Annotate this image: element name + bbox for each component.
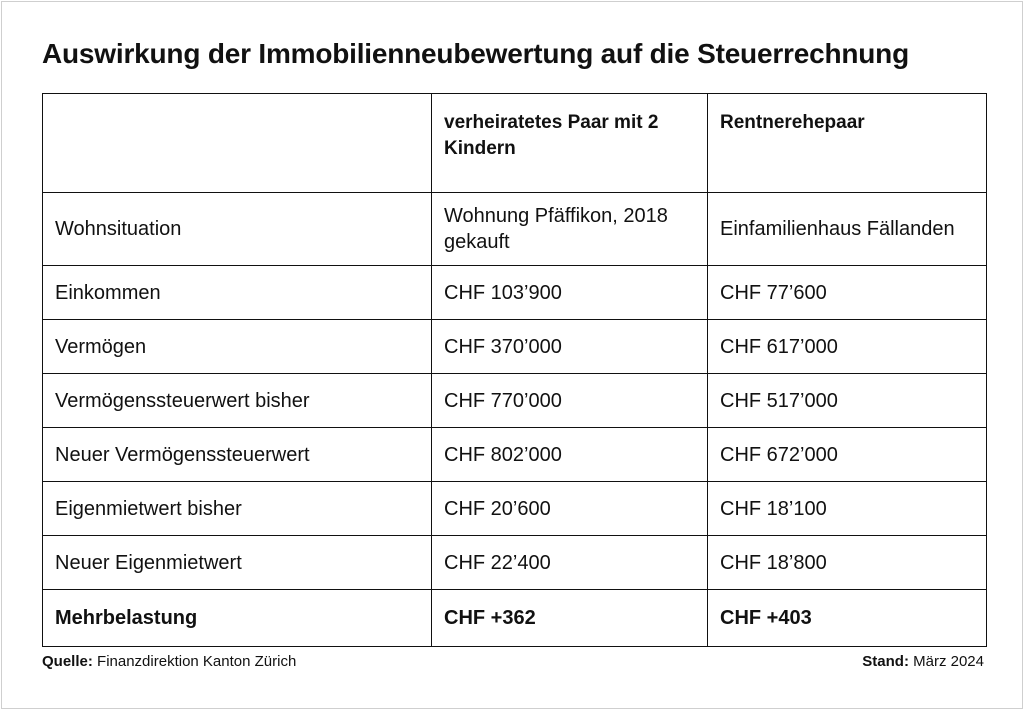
row-label: Vermögenssteuerwert bisher [43,374,432,428]
table-total-row [43,590,987,647]
row-label: Vermögen [43,320,432,374]
table-row [43,428,987,482]
page-title: Auswirkung der Immobilienneubewertung auf die Steuerrechnung [42,38,909,69]
header-cell-retirees: Rentnerehepaar [708,94,987,193]
source-label: Quelle: [42,653,93,670]
date-label: Stand: [862,653,909,670]
document-card [1,1,1023,709]
date-value: März 2024 [913,653,984,670]
cell-family: CHF 103’900 [432,266,708,320]
row-label: Wohnsituation [43,193,432,266]
cell-family: CHF 770’000 [432,374,708,428]
header-cell-empty [43,94,432,193]
cell-retirees: CHF 617’000 [708,320,987,374]
cell-retirees: CHF 77’600 [708,266,987,320]
header-cell-family: verheiratetes Paar mit 2 Kindern [432,94,708,193]
table-header-row [43,94,987,193]
table-row [43,266,987,320]
table-row [43,482,987,536]
cell-family: CHF 370’000 [432,320,708,374]
cell-family: CHF 20’600 [432,482,708,536]
date-note [862,653,984,670]
cell-retirees: CHF 672’000 [708,428,987,482]
cell-retirees: CHF +403 [708,590,987,647]
cell-retirees: Einfamilienhaus Fällanden [708,193,987,266]
cell-family: CHF +362 [432,590,708,647]
cell-retirees: CHF 517’000 [708,374,987,428]
cell-family: CHF 802’000 [432,428,708,482]
cell-family: CHF 22’400 [432,536,708,590]
row-label: Mehrbelastung [43,590,432,647]
source-value: Finanzdirektion Kanton Zürich [97,653,297,670]
table-row [43,320,987,374]
row-label: Neuer Eigenmietwert [43,536,432,590]
row-label: Einkommen [43,266,432,320]
table-row [43,193,987,266]
source-note [42,653,296,670]
cell-retirees: CHF 18’100 [708,482,987,536]
cell-retirees: CHF 18’800 [708,536,987,590]
table-row [43,374,987,428]
row-label: Eigenmietwert bisher [43,482,432,536]
table-row [43,536,987,590]
tax-comparison-table [42,93,987,647]
row-label: Neuer Vermögenssteuerwert [43,428,432,482]
cell-family: Wohnung Pfäffikon, 2018 gekauft [432,193,708,266]
